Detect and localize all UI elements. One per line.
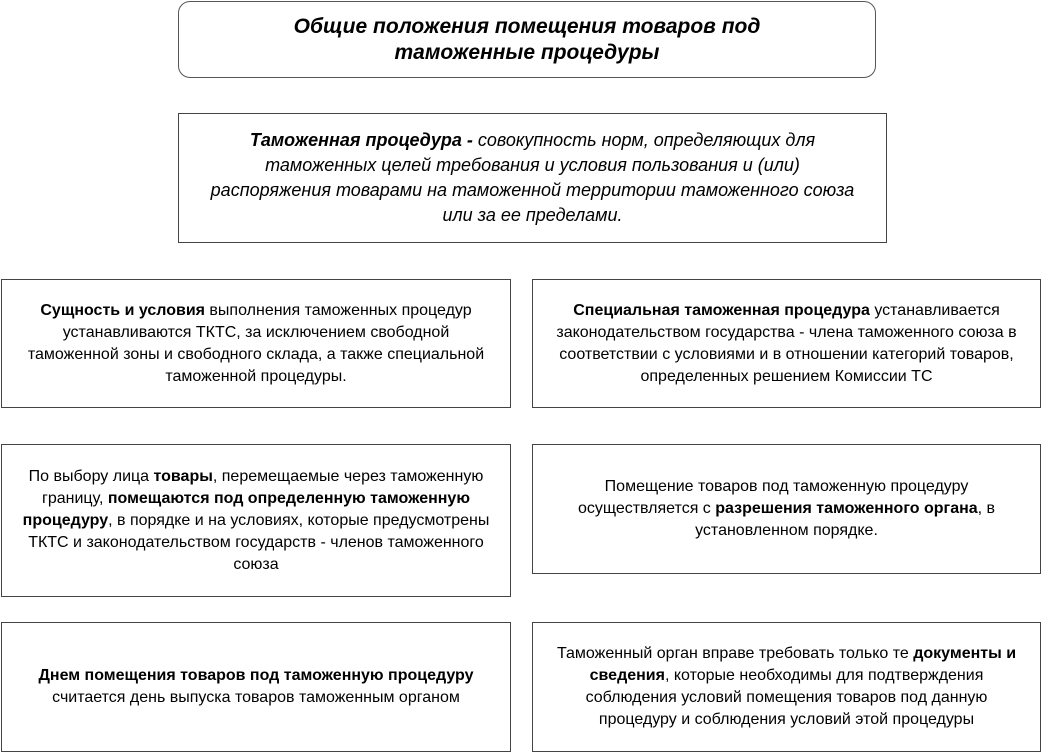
placement-permission-text [547, 476, 1026, 542]
person-choice-part-3: , в порядке и на условиях, которые предусмотрены ТКТС и законодательством государств - членов таможенного союза [28, 511, 490, 573]
title-box [178, 1, 876, 78]
placement-permission-part-2: , в установленном порядке. [695, 500, 996, 539]
placement-day-text [16, 665, 496, 709]
placement-permission-part-1: Помещение товаров под таможенную процедуру осуществляется с [577, 478, 969, 517]
definition-body: совокупность норм, определяющих для таможенных целей требования и условия пользования и (или) распоряжения товарами на таможенной территории таможенного союза или за ее пределами. [210, 130, 855, 225]
person-choice-bold-1: товары [153, 467, 213, 485]
special-procedure-body: устанавливается законодательством государства - члена таможенного союза в соответствии с условиями и в отношении категорий товаров, определенных решением Комиссии ТС [556, 301, 1017, 385]
definition-text [209, 128, 856, 228]
special-procedure-text [547, 300, 1026, 388]
essence-conditions-text [16, 300, 496, 388]
title-line-1: Общие положения помещения товаров под [293, 14, 761, 38]
placement-day-body: считается день выпуска товаров таможенным органом [52, 689, 460, 706]
placement-day-card [1, 622, 511, 752]
person-choice-part-2: , перемещаемые через таможенную границу, [41, 467, 484, 507]
documents-text [547, 643, 1026, 731]
documents-bold: документы и сведения [589, 645, 1017, 684]
definition-box [178, 113, 887, 243]
title-line-2: таможенные процедуры [394, 40, 660, 64]
essence-conditions-body: выполнения таможенных процедур устанавливаются ТКТС, за исключением свободной таможенной зоны и свободного склада, а также специальной таможенной процедуры. [27, 301, 485, 385]
essence-conditions-bold: Сущность и условия [40, 301, 205, 319]
special-procedure-card [532, 279, 1041, 408]
documents-card [532, 622, 1041, 752]
essence-conditions-card [1, 279, 511, 408]
definition-term: Таможенная процедура - [249, 130, 473, 150]
person-choice-bold-2: помещаются под определенную таможенную процедуру [22, 489, 470, 529]
documents-part-2: , которые необходимы для подтверждения соблюдения условий помещения товаров под данную процедуру и соблюдения условий этой процедуры [585, 667, 988, 728]
placement-day-bold: Днем помещения товаров под таможенную процедуру [38, 667, 474, 684]
person-choice-card [1, 444, 511, 597]
placement-permission-bold: разрешения таможенного органа [715, 500, 978, 517]
person-choice-text [16, 466, 496, 576]
page-title [294, 14, 761, 66]
documents-part-1: Таможенный орган вправе требовать только те [556, 645, 914, 662]
placement-permission-card [532, 444, 1041, 574]
special-procedure-bold: Специальная таможенная процедура [573, 301, 870, 319]
person-choice-part-1: По выбору лица [28, 467, 154, 485]
